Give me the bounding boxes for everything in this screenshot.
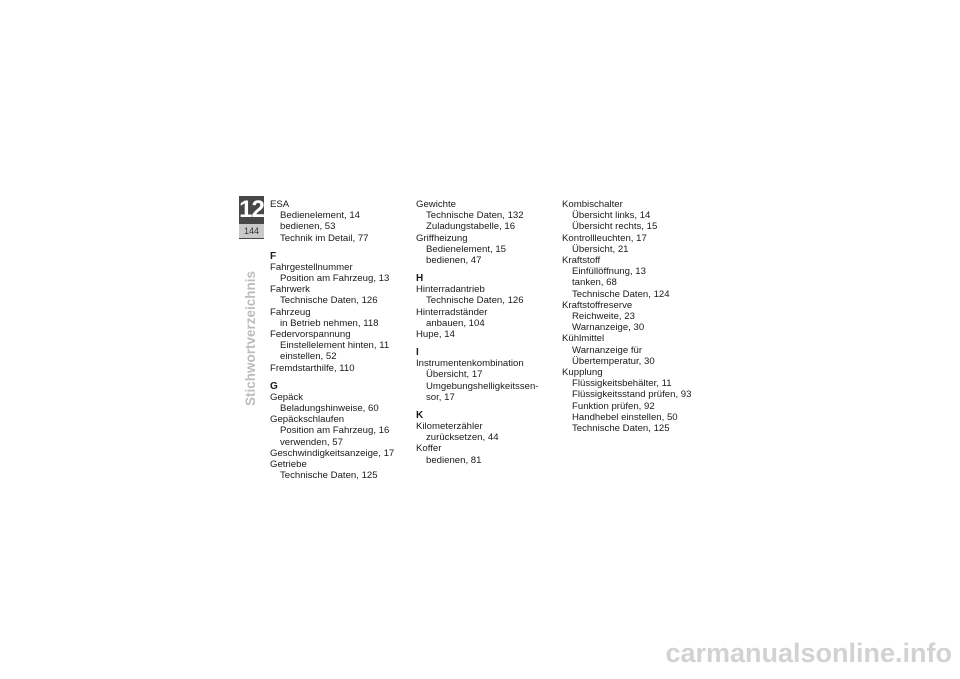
index-subentry: Flüssigkeitsstand prüfen, 93 bbox=[572, 389, 692, 401]
index-subentry: Übersicht rechts, 15 bbox=[572, 221, 658, 233]
index-entry: Gepäckschlaufen bbox=[270, 414, 345, 426]
index-subentry: bedienen, 53 bbox=[280, 221, 336, 233]
index-subentry: Technische Daten, 132 bbox=[426, 210, 524, 222]
index-entry: Fremdstarthilfe, 110 bbox=[270, 362, 355, 374]
index-subentry: Position am Fahrzeug, 16 bbox=[280, 425, 390, 437]
index-letter-heading: I bbox=[416, 347, 419, 359]
section-title-vertical bbox=[243, 270, 261, 407]
index-entry: Fahrwerk bbox=[270, 284, 310, 296]
index-subentry: Flüssigkeitsbehälter, 11 bbox=[572, 378, 672, 390]
index-subentry: Technische Daten, 125 bbox=[572, 423, 670, 435]
index-entry: Kontrollleuchten, 17 bbox=[562, 232, 647, 244]
index-subentry: Technische Daten, 124 bbox=[572, 288, 670, 300]
index-subentry: Übersicht, 17 bbox=[426, 369, 483, 381]
index-subentry: Übersicht, 21 bbox=[572, 243, 629, 255]
index-subentry: Technische Daten, 126 bbox=[426, 295, 524, 307]
index-subentry: Bedienelement, 14 bbox=[280, 210, 361, 222]
index-subentry: Technische Daten, 126 bbox=[280, 295, 378, 307]
index-subentry: Technik im Detail, 77 bbox=[280, 232, 369, 244]
index-letter-heading: G bbox=[270, 380, 278, 392]
index-subentry: Funktion prüfen, 92 bbox=[572, 400, 655, 412]
index-entry: Kraftstoff bbox=[562, 255, 601, 267]
index-entry: Hinterradständer bbox=[416, 306, 488, 318]
index-column-2 bbox=[416, 199, 556, 466]
index-entry: Instrumentenkombination bbox=[416, 358, 524, 370]
index-subentry: sor, 17 bbox=[426, 391, 455, 403]
index-entry: Koffer bbox=[416, 443, 442, 455]
index-subentry: Übertemperatur, 30 bbox=[572, 355, 655, 367]
index-column-3 bbox=[562, 199, 702, 434]
index-entry: Hinterradantrieb bbox=[416, 284, 485, 296]
page-number: 144 bbox=[239, 224, 264, 238]
index-entry: Kombischalter bbox=[562, 199, 623, 210]
chapter-tab bbox=[239, 196, 264, 239]
index-column-1 bbox=[270, 199, 410, 481]
index-entry: Gepäck bbox=[270, 391, 304, 403]
index-entry: Hupe, 14 bbox=[416, 329, 455, 341]
index-letter-heading: H bbox=[416, 273, 424, 285]
index-subentry: Reichweite, 23 bbox=[572, 311, 635, 323]
index-entry: Griffheizung bbox=[416, 232, 468, 244]
watermark: carmanualsonline.info bbox=[665, 638, 952, 668]
index-subentry: Warnanzeige, 30 bbox=[572, 322, 645, 334]
chapter-number: 12 bbox=[239, 196, 264, 223]
index-letter-heading: F bbox=[270, 250, 277, 262]
index-subentry: Handhebel einstellen, 50 bbox=[572, 411, 678, 423]
index-entry: Kilometerzähler bbox=[416, 421, 483, 433]
index-entry: Fahrgestellnummer bbox=[270, 261, 353, 273]
index-subentry: Einfüllöffnung, 13 bbox=[572, 266, 646, 278]
index-entry: Kühlmittel bbox=[562, 333, 605, 345]
index-subentry: verwenden, 57 bbox=[280, 436, 343, 448]
index-subentry: Position am Fahrzeug, 13 bbox=[280, 273, 390, 285]
index-entry: Fahrzeug bbox=[270, 306, 311, 318]
index-subentry: Beladungshinweise, 60 bbox=[280, 403, 379, 415]
index-subentry: Einstellelement hinten, 11 bbox=[280, 340, 390, 352]
index-entry: Geschwindigkeitsanzeige, 17 bbox=[270, 447, 395, 459]
index-entry: Kupplung bbox=[562, 367, 603, 379]
index-subentry: bedienen, 47 bbox=[426, 255, 482, 267]
index-subentry: Technische Daten, 125 bbox=[280, 470, 378, 482]
index-entry: Gewichte bbox=[416, 199, 456, 210]
index-subentry: bedienen, 81 bbox=[426, 454, 482, 466]
index-subentry: zurücksetzen, 44 bbox=[426, 432, 499, 444]
index-subentry: Zuladungstabelle, 16 bbox=[426, 221, 516, 233]
index-subentry: Übersicht links, 14 bbox=[572, 210, 651, 222]
index-subentry: Bedienelement, 15 bbox=[426, 243, 507, 255]
index-letter-heading: K bbox=[416, 410, 424, 422]
index-subentry: Warnanzeige für bbox=[572, 344, 643, 356]
index-entry: Federvorspannung bbox=[270, 329, 351, 341]
index-entry: Getriebe bbox=[270, 459, 307, 471]
section-title: Stichwortverzeichnis bbox=[243, 270, 258, 406]
index-entry: ESA bbox=[270, 199, 290, 210]
index-entry: Kraftstoffreserve bbox=[562, 299, 633, 311]
index-subentry: tanken, 68 bbox=[572, 277, 617, 289]
index-subentry: Umgebungshelligkeitssen- bbox=[426, 380, 539, 392]
index-subentry: anbauen, 104 bbox=[426, 317, 485, 329]
index-subentry: einstellen, 52 bbox=[280, 351, 337, 363]
index-subentry: in Betrieb nehmen, 118 bbox=[280, 317, 379, 329]
